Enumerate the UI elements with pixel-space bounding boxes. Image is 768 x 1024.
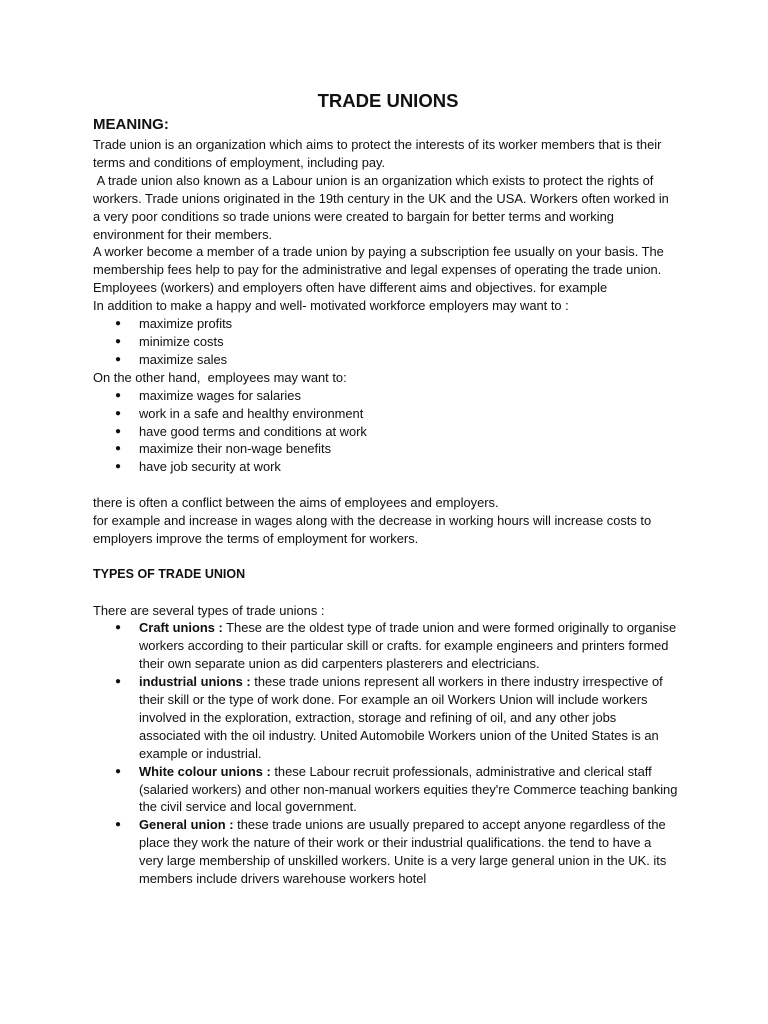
union-type-term: industrial unions : [139,674,251,690]
list-item [93,763,678,817]
list-item: ● minimize costs [115,333,224,349]
bullet-icon: ● [115,676,122,688]
intro-paragraph: Trade union is an organization which aims to protect the interests of its worker members that is their terms and conditions of employment, including pay. [93,137,665,170]
bullet-icon: ● [115,335,122,347]
union-type-term: Craft unions : [139,620,223,636]
intro-paragraph: A worker become a member of a trade union by paying a subscription fee usually on your basis. The membership fees help to pay for the administrative and legal expenses of operating the trade union. [93,244,668,278]
bullet-icon: ● [115,461,122,473]
page-title: TRADE UNIONS [317,90,459,111]
union-type-description: these trade unions are usually prepared to accept anyone regardless of the place they work the nature of their work or their industrial qualifications. the tend to have a very large membership of unskilled workers. Unite is a very large general union in the UK. its members include drivers warehouse workers hotel [139,817,667,887]
list-item: ● work in a safe and healthy environment [115,405,364,421]
list-item: ● maximize profits [115,316,233,332]
employer-aims-list [93,315,678,369]
types-intro: There are several types of trade unions : [93,602,325,618]
bullet-icon: ● [115,443,122,455]
bullet-icon: ● [115,389,122,401]
bullet-icon: ● [115,353,122,365]
union-type-description: these trade unions represent all workers in there industry irrespective of their skill or the type of work done. For example an oil Workers Union will include workers involved in the exploration, extraction, storage and refining of oil, and any other jobs associated with the oil industry. United Automobile Workers union of the United States is an example or industrial. [139,674,663,761]
union-type-term: General union : [139,817,234,833]
employee-intro: On the other hand, employees may want to: [93,369,347,385]
list-item: ● maximize wages for salaries [115,387,301,403]
list-item [93,816,678,888]
union-type-term: White colour unions : [139,763,271,779]
spacer [93,476,678,494]
bullet-icon: ● [115,425,122,437]
list-item: ● maximize their non-wage benefits [115,441,332,457]
spacer [93,548,678,566]
union-types-list [93,619,678,888]
list-item: ● have job security at work [115,459,281,475]
bullet-icon: ● [115,819,122,831]
bullet-icon: ● [115,622,122,634]
list-item: ● maximize sales [115,351,228,367]
spacer [93,584,678,602]
union-type-description: These are the oldest type of trade union and were formed originally to organise workers according to their particular skill or crafts. for example engineers and printers formed their own separate union as did carpenters plasterers and electricians. [139,620,677,672]
intro-paragraph: In addition to make a happy and well- motivated workforce employers may want to : [93,298,569,314]
conflict-paragraph: for example and increase in wages along with the decrease in working hours will increase costs to employers improve the terms of employment for workers. [93,513,655,546]
bullet-icon: ● [115,318,122,330]
intro-paragraph: A trade union also known as a Labour union is an organization which exists to protect the rights of workers. Trade unions originated in the 19th century in the UK and the USA. Workers often worked in a very poor conditions so trade unions were created to bargain for better terms and working environment for their members. [93,172,673,242]
bullet-icon: ● [115,765,122,777]
types-heading: TYPES OF TRADE UNION [93,566,246,581]
bullet-icon: ● [115,407,122,419]
union-type-description: these Labour recruit professionals, administrative and clerical staff (salaried workers) and other non-manual workers equities they're Commerce teaching banking the civil service and local government. [139,763,678,815]
meaning-heading: MEANING: [93,116,169,133]
list-item [93,673,678,763]
list-item [93,619,678,673]
conflict-paragraph: there is often a conflict between the aims of employees and employers. [93,495,499,511]
intro-paragraph: Employees (workers) and employers often have different aims and objectives. for example [93,280,608,296]
list-item: ● have good terms and conditions at work [115,423,367,439]
employee-aims-list [93,387,678,477]
